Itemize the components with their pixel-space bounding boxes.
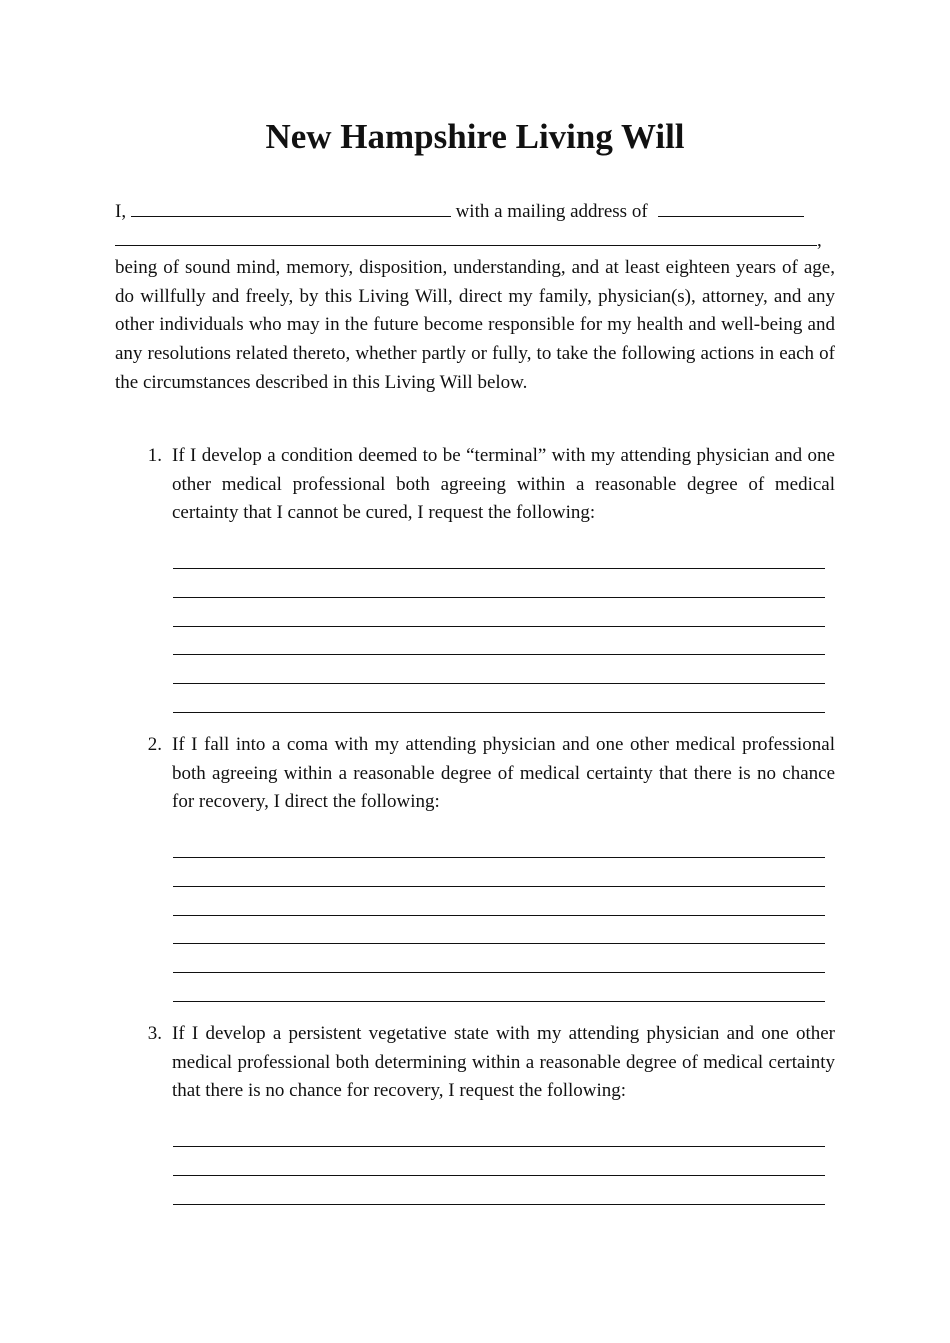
item-1-blank-line[interactable]	[173, 626, 825, 627]
item-3-blank-line[interactable]	[173, 1204, 825, 1205]
page-title: New Hampshire Living Will	[265, 117, 685, 156]
item-3-blank-line[interactable]	[173, 1175, 825, 1176]
item-number: 1.	[147, 445, 162, 466]
list-item-3	[140, 1020, 835, 1106]
item-3-blank-line[interactable]	[173, 1146, 825, 1147]
item-2-blank-line[interactable]	[173, 857, 825, 858]
item-number: 2.	[147, 734, 162, 755]
item-2-blank-line[interactable]	[173, 943, 825, 944]
item-2-blank-line[interactable]	[173, 972, 825, 973]
intro-mid-text: with a mailing address of	[455, 201, 648, 222]
name-blank[interactable]	[131, 198, 451, 217]
item-text: If I develop a persistent vegetative state with my attending physician and one other medical professional both determining within a reasonable degree of medical certainty that there is no chance for recovery, I request the following:	[172, 1023, 835, 1102]
item-1-blank-line[interactable]	[173, 683, 825, 684]
item-1-blank-line[interactable]	[173, 597, 825, 598]
item-2-blank-line[interactable]	[173, 1001, 825, 1002]
intro-body-text: being of sound mind, memory, disposition, understanding, and at least eighteen years of age, do willfully and freely, by this Living Will, direct my family, physician(s), attorney, and any other individuals who may in the future become responsible for my health and well-being and any resolutions related thereto, whether partly or fully, to take the following actions in each of the circumstances described in this Living Will below.	[115, 257, 835, 393]
list-item-2	[140, 731, 835, 817]
item-2-blank-line[interactable]	[173, 915, 825, 916]
intro-prefix: I,	[115, 201, 127, 222]
item-number: 3.	[147, 1023, 162, 1044]
item-1-blank-line[interactable]	[173, 654, 825, 655]
intro-comma: ,	[817, 230, 822, 251]
item-text: If I fall into a coma with my attending physician and one other medical professional both agreeing within a reasonable degree of medical certainty that there is no chance for recovery, I direct the following:	[172, 734, 835, 813]
item-text: If I develop a condition deemed to be “terminal” with my attending physician and one other medical professional both agreeing within a reasonable degree of medical certainty that I cannot be cured, I request the following:	[172, 445, 835, 524]
address-blank-continued[interactable]	[115, 227, 817, 246]
item-1-blank-line[interactable]	[173, 568, 825, 569]
item-2-blank-line[interactable]	[173, 886, 825, 887]
intro-second-line	[115, 227, 835, 255]
address-blank-start[interactable]	[658, 198, 804, 217]
list-item-1	[140, 442, 835, 528]
item-1-blank-line[interactable]	[173, 712, 825, 713]
intro-first-line	[115, 198, 835, 226]
